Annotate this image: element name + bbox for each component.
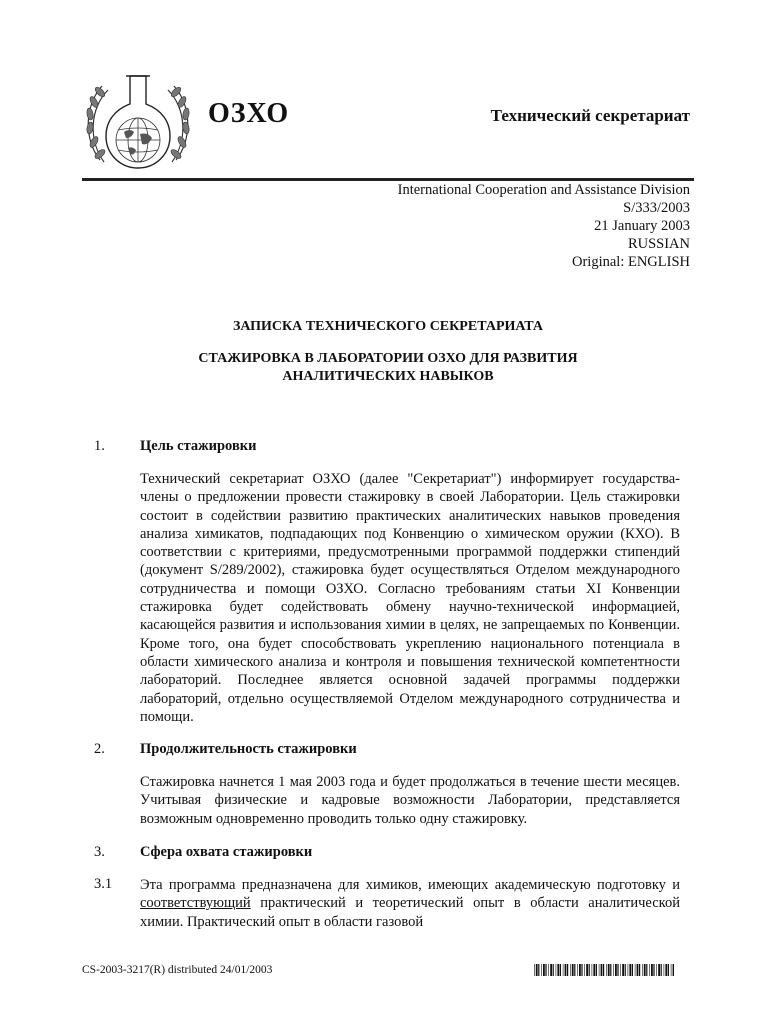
document-meta — [398, 181, 690, 271]
subject-title — [82, 350, 694, 386]
section-number: 3. — [94, 844, 105, 860]
subject-line-1: СТАЖИРОВКА В ЛАБОРАТОРИИ ОЗХО ДЛЯ РАЗВИТИЯ — [198, 351, 578, 366]
division: International Cooperation and Assistance Division — [397, 182, 690, 198]
section-number: 2. — [94, 741, 105, 757]
section-number: 1. — [94, 438, 105, 454]
section-number: 3.1 — [94, 876, 113, 892]
section-heading: Цель стажировки — [140, 438, 257, 454]
secretariat-title: Технический секретариат — [490, 106, 690, 125]
doc-number: S/333/2003 — [623, 200, 690, 216]
section-heading: Продолжительность стажировки — [140, 741, 357, 757]
distribution-footer: CS-2003-3217(R) distributed 24/01/2003 — [82, 964, 273, 976]
barcode-icon — [534, 964, 674, 976]
paragraph-text: практический и теоретический опыт в области аналитической химии. Практический опыт в области газовой — [140, 895, 680, 930]
doc-language: RUSSIAN — [627, 236, 690, 252]
doc-date: 21 January 2003 — [594, 218, 690, 234]
subject-line-2: АНАЛИТИЧЕСКИХ НАВЫКОВ — [282, 369, 494, 384]
section-paragraph: Стажировка начнется 1 мая 2003 года и будет продолжаться в течение шести месяцев. Учитывая физические и кадровые возможности Лаборатории, представляется возможным одновременно проводить только одну стажировку. — [140, 774, 680, 827]
section-paragraph — [140, 876, 680, 931]
underlined-word: соответствующий — [140, 895, 251, 912]
note-title: ЗАПИСКА ТЕХНИЧЕСКОГО СЕКРЕТАРИАТА — [232, 319, 544, 334]
section-heading: Сфера охвата стажировки — [140, 844, 313, 860]
paragraph-text: Эта программа предназначена для химиков, имеющих академическую подготовку и — [140, 877, 680, 893]
opcw-globe-flask-icon — [78, 62, 198, 182]
org-name: ОЗХО — [208, 98, 290, 129]
original-language: Original: ENGLISH — [572, 254, 690, 270]
section-paragraph: Технический секретариат ОЗХО (далее "Секретариат") информирует государства-члены о предложении провести стажировку в своей Лаборатории. Цель стажировки состоит в содействии развитию практических аналитических навыков проведения анализа химикатов, подпадающих под Конвенцию о химическом оружии (КХО). В соответствии с критериями, предусмотренными программой поддержки стипендий (документ S/289/2002), стажировка будет осуществляться Отделом международного сотрудничества и помощи ОЗХО. Согласно требованиям статьи XI Конвенции стажировка будет содействовать обмену научно-технической информацией, касающейся развития и использования химии в целях, не запрещаемых по Конвенции. Кроме того, она будет способствовать укреплению национального потенциала в области химического анализа и контроля и повышения технической компетентности лабораторий. Последнее является основной задачей программы поддержки лабораторий, отдельно осуществляемой Отделом международного сотрудничества и помощи. — [140, 471, 680, 725]
